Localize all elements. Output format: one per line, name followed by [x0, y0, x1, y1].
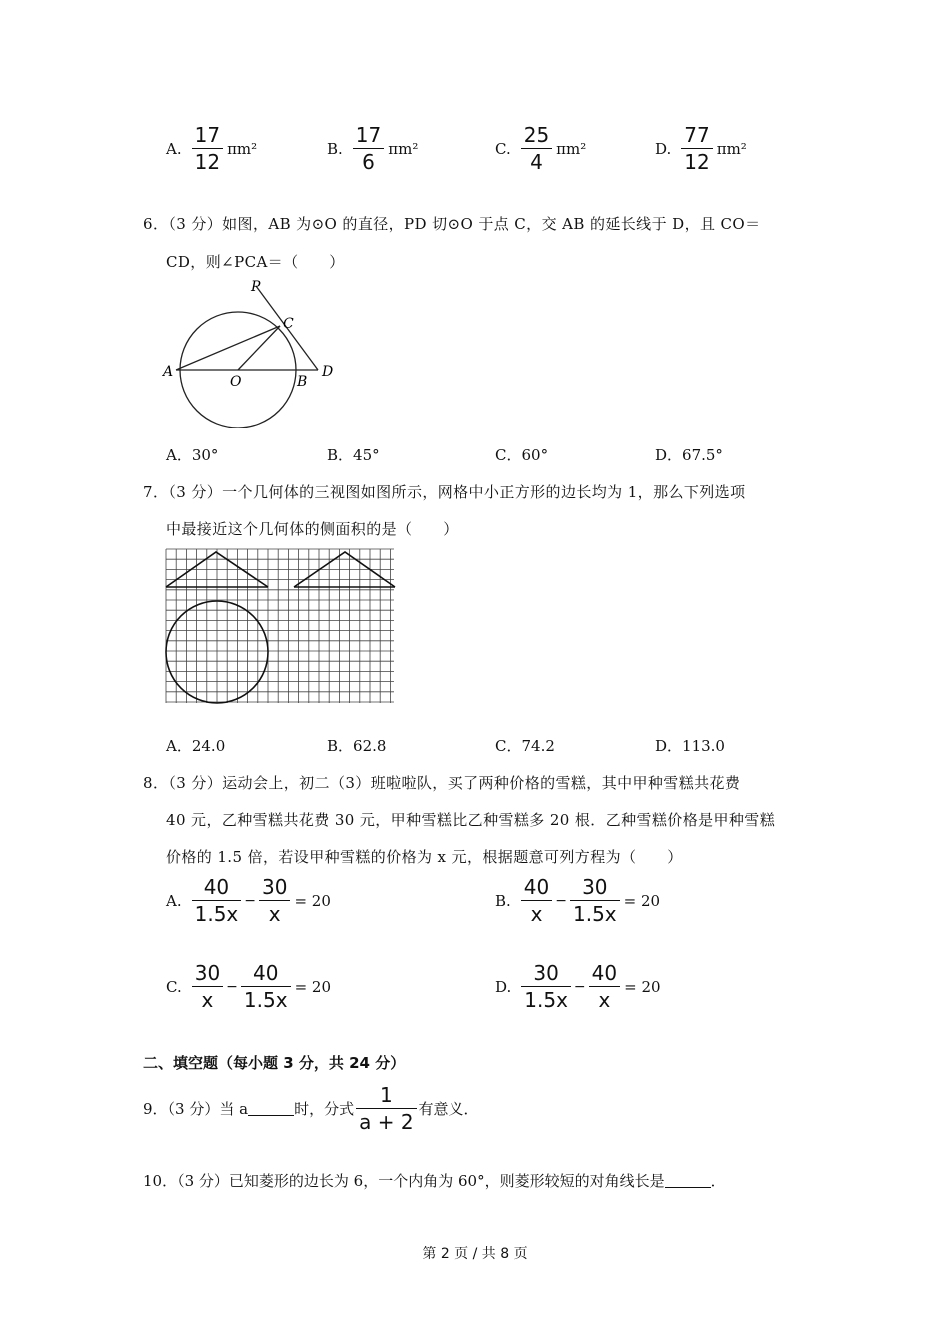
q8-option-d — [495, 960, 661, 1013]
q9-mid: 时，分式 — [294, 1100, 355, 1118]
denominator: a + 2 — [359, 1110, 414, 1134]
numerator: 30 — [194, 961, 221, 985]
option-label: B. — [327, 139, 343, 158]
q8-option-b — [495, 874, 660, 927]
q6-option-c: C．60° — [495, 446, 549, 464]
numerator: 17 — [194, 123, 221, 147]
fraction — [681, 122, 712, 175]
minus-sign: − — [226, 978, 238, 995]
q8-text-line3: 价格的 1.5 倍，若设甲种雪糕的价格为 x 元，根据题意可列方程为（ ） — [166, 848, 683, 866]
numerator: 40 — [591, 961, 618, 985]
numerator: 30 — [533, 961, 559, 985]
denominator: 12 — [194, 150, 221, 174]
q6-text-line1: 6．（3 分）如图，AB 为⊙O 的直径，PD 切⊙O 于点 C，交 AB 的延长线于 D，且 CO＝ — [143, 215, 761, 233]
denominator: x — [268, 902, 281, 926]
q10-text: 10．（3 分）已知菱形的边长为 6，一个内角为 60°，则菱形较短的对角线长是 — [143, 1172, 665, 1190]
option-label: A. — [166, 891, 182, 910]
denominator: 4 — [530, 150, 543, 174]
label-p: P — [251, 279, 261, 295]
q8-text-line1: 8．（3 分）运动会上，初二（3）班啦啦队，买了两种价格的雪糕，其中甲种雪糕共花费 — [143, 774, 741, 792]
fraction — [192, 122, 223, 175]
minus-sign: − — [244, 892, 256, 909]
q6-circle-figure — [160, 276, 350, 428]
fraction-2 — [589, 960, 620, 1013]
q7-option-d: D．113.0 — [655, 737, 725, 755]
denominator: 12 — [684, 150, 710, 174]
q9-prefix: 9．（3 分）当 a — [143, 1100, 249, 1118]
label-b: B — [297, 374, 308, 390]
option-label: D. — [495, 977, 512, 996]
answer-blank — [248, 1101, 294, 1116]
q5-option-c — [495, 122, 586, 175]
denominator: 6 — [362, 150, 375, 174]
label-c: C — [283, 316, 294, 332]
fraction-2 — [241, 960, 291, 1013]
q7-text-line1: 7．（3 分）一个几何体的三视图如图所示，网格中小正方形的边长均为 1，那么下列选项 — [143, 483, 746, 501]
numerator: 40 — [523, 875, 550, 899]
fraction-1 — [521, 960, 571, 1013]
q5-option-a — [166, 122, 257, 175]
minus-sign: − — [555, 892, 567, 909]
q10-line — [143, 1170, 726, 1191]
denominator: 1.5x — [194, 902, 239, 926]
answer-blank — [665, 1173, 711, 1188]
fraction — [356, 1082, 416, 1135]
q5-option-d — [655, 122, 747, 175]
fraction — [353, 122, 384, 175]
q9-line — [143, 1082, 479, 1135]
label-a: A — [163, 364, 174, 380]
fraction-1 — [192, 960, 223, 1013]
option-unit: πm² — [388, 139, 419, 158]
numerator: 40 — [253, 961, 279, 985]
q7-text-line2: 中最接近这个几何体的侧面积的是（ ） — [166, 520, 459, 538]
option-unit: πm² — [716, 139, 747, 158]
q6-text-line2: CD，则∠PCA＝（ ） — [166, 253, 345, 271]
label-d: D — [322, 364, 334, 380]
denominator: x — [201, 988, 214, 1012]
option-label: A. — [166, 139, 182, 158]
q7-option-c: C．74.2 — [495, 737, 555, 755]
denominator: 1.5x — [243, 988, 288, 1012]
q7-three-view-grid — [164, 547, 396, 705]
denominator: 1.5x — [524, 988, 568, 1012]
denominator: x — [598, 988, 611, 1012]
q8-text-line2: 40 元，乙种雪糕共花费 30 元，甲种雪糕比乙种雪糕多 20 根．乙种雪糕价格是甲种雪糕 — [166, 811, 776, 829]
numerator: 1 — [379, 1083, 393, 1107]
q9-suffix: 有意义． — [418, 1100, 479, 1118]
q7-option-b: B．62.8 — [327, 737, 387, 755]
page-footer: 第 2 页 / 共 8 页 — [422, 1246, 528, 1262]
q8-option-a — [166, 874, 331, 927]
section-heading: 二、填空题（每小题 3 分，共 24 分） — [143, 1054, 406, 1072]
option-unit: πm² — [556, 139, 587, 158]
fraction-1 — [192, 874, 242, 927]
numerator: 25 — [523, 123, 550, 147]
equation-rhs: = 20 — [294, 977, 331, 996]
option-label: D. — [655, 139, 672, 158]
numerator: 17 — [355, 123, 382, 147]
q6-option-b: B．45° — [327, 446, 380, 464]
numerator: 77 — [684, 123, 710, 147]
fraction-2 — [259, 874, 290, 927]
denominator: 1.5x — [572, 902, 617, 926]
fraction-2 — [570, 874, 620, 927]
option-label: C. — [495, 139, 511, 158]
q6-option-d: D．67.5° — [655, 446, 723, 464]
option-label: B. — [495, 891, 511, 910]
numerator: 30 — [582, 875, 608, 899]
denominator: x — [530, 902, 543, 926]
numerator: 30 — [262, 875, 288, 899]
equation-rhs: = 20 — [294, 891, 331, 910]
q7-option-a: A．24.0 — [166, 737, 226, 755]
fraction — [521, 122, 552, 175]
equation-rhs: = 20 — [623, 891, 661, 910]
equation-rhs: = 20 — [624, 977, 661, 996]
numerator: 40 — [203, 875, 230, 899]
option-unit: πm² — [227, 139, 258, 158]
q8-option-c — [166, 960, 331, 1013]
q5-option-b — [327, 122, 418, 175]
minus-sign: − — [573, 978, 586, 995]
fraction-1 — [521, 874, 552, 927]
q10-end: ． — [710, 1172, 726, 1190]
label-o: O — [230, 374, 242, 390]
q6-option-a: A．30° — [166, 446, 219, 464]
option-label: C. — [166, 977, 182, 996]
